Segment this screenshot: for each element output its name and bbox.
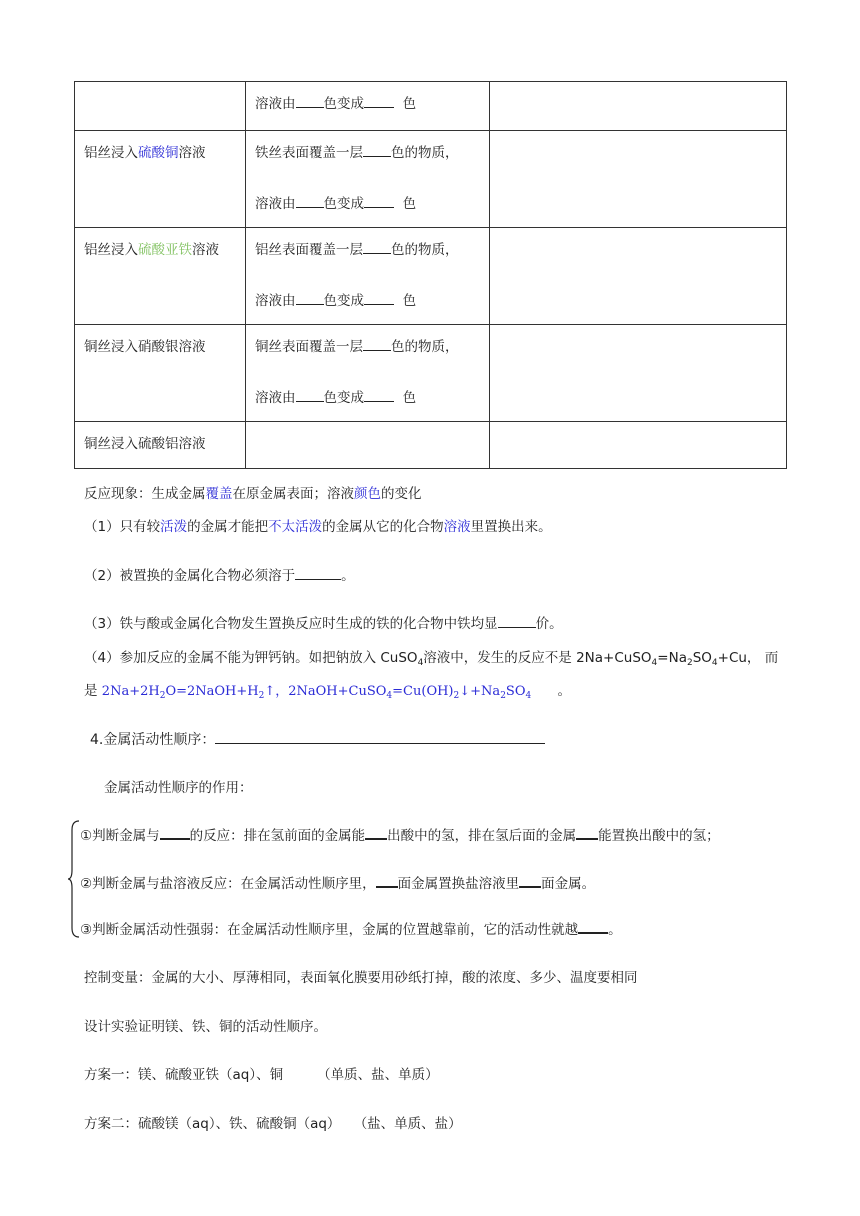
activity-heading bbox=[90, 729, 545, 749]
obs-text: 溶液由 bbox=[255, 96, 296, 112]
formula-text: O=2NaOH+H bbox=[165, 684, 259, 699]
text: 是 bbox=[84, 683, 98, 699]
table-cell-equation bbox=[490, 325, 787, 422]
observation-line bbox=[255, 141, 489, 161]
text: 设计实验证明镁、铁、铜的活动性顺序。 bbox=[84, 1019, 327, 1035]
subscript: 2 bbox=[159, 691, 166, 701]
table-row bbox=[75, 131, 787, 228]
obs-text: 溶液由 bbox=[255, 293, 296, 309]
observation-line bbox=[255, 386, 489, 406]
table-cell-label bbox=[75, 422, 246, 469]
activity-role-2 bbox=[80, 872, 595, 892]
label-highlight: 硫酸亚铁 bbox=[138, 242, 192, 258]
observation-line bbox=[255, 92, 489, 112]
heading-text: 4.金属活动性顺序： bbox=[90, 732, 216, 748]
obs-text: 溶液由 bbox=[255, 390, 296, 406]
table-cell-observation bbox=[246, 228, 490, 325]
obs-text: 色变成 bbox=[323, 293, 364, 309]
table-cell-equation bbox=[490, 422, 787, 469]
text: +Cu， 而 bbox=[717, 650, 779, 666]
obs-text: 色 bbox=[402, 390, 417, 406]
table-cell-equation bbox=[490, 82, 787, 131]
formula-text: +Na bbox=[470, 684, 501, 699]
obs-text: 色的物质， bbox=[391, 339, 459, 355]
text: 出酸中的氢，排在氢后面的金属 bbox=[387, 828, 577, 844]
text: 反应现象：生成金属 bbox=[84, 486, 206, 502]
correct-reaction-formula bbox=[102, 684, 531, 699]
subscript: 2 bbox=[686, 658, 693, 668]
subscript: 4 bbox=[386, 691, 393, 701]
control-variables bbox=[84, 966, 638, 986]
text: （3）铁与酸或金属化合物发生置换反应时生成的铁的化合物中铁均显 bbox=[84, 616, 498, 632]
text: （1）只有较 bbox=[84, 519, 161, 535]
blank bbox=[364, 291, 394, 305]
text: 溶液中，发生的反应不是 2Na+CuSO bbox=[423, 650, 652, 666]
rule-4-line2 bbox=[84, 679, 571, 701]
blank bbox=[576, 825, 598, 840]
obs-text: 色变成 bbox=[323, 196, 364, 212]
text: 的变化 bbox=[381, 486, 422, 502]
obs-text: 铁丝表面覆盖一层 bbox=[255, 145, 363, 161]
text: 能置换出酸中的氢； bbox=[598, 828, 720, 844]
plan-1 bbox=[84, 1063, 439, 1083]
obs-text: 色 bbox=[402, 96, 417, 112]
blank bbox=[364, 194, 394, 208]
obs-text: 色变成 bbox=[323, 96, 364, 112]
obs-text: 溶液由 bbox=[255, 196, 296, 212]
blank bbox=[363, 143, 391, 157]
observation-line bbox=[255, 192, 489, 212]
arrow-up-icon: ↑ bbox=[264, 684, 276, 699]
text: （盐、单质、盐） bbox=[360, 1116, 462, 1132]
label-text: 铜丝浸入硫酸铝溶液 bbox=[84, 436, 206, 452]
highlight: 溶液 bbox=[443, 519, 471, 535]
label-text: 铝丝浸入 bbox=[84, 145, 138, 161]
text: 方案一：镁、硫酸亚铁（aq）、铜 bbox=[84, 1067, 284, 1083]
plan-2 bbox=[84, 1112, 462, 1132]
text: SO bbox=[692, 650, 712, 666]
reaction-intro bbox=[84, 482, 422, 502]
blank bbox=[498, 614, 536, 628]
rule-3 bbox=[84, 612, 563, 632]
label-text: 铜丝浸入硝酸银溶液 bbox=[84, 339, 206, 355]
observation-line bbox=[255, 238, 489, 258]
subscript: 4 bbox=[417, 658, 424, 668]
subscript: 4 bbox=[525, 691, 532, 701]
blank bbox=[363, 337, 391, 351]
blank bbox=[296, 194, 324, 208]
blank bbox=[376, 873, 398, 888]
label-text: 铝丝浸入 bbox=[84, 242, 138, 258]
subscript: 2 bbox=[258, 691, 265, 701]
text: （单质、盐、单质） bbox=[317, 1067, 439, 1083]
arrow-down-icon: ↓ bbox=[459, 684, 471, 699]
text: 。 bbox=[341, 568, 355, 584]
observation-line bbox=[255, 335, 489, 355]
activity-role-3 bbox=[80, 918, 622, 938]
formula-text: 2Na+2H bbox=[101, 684, 160, 699]
subscript: 2 bbox=[500, 691, 506, 701]
highlight: 覆盖 bbox=[205, 486, 233, 502]
rule-4-line1 bbox=[84, 646, 778, 668]
rule-2 bbox=[84, 564, 355, 584]
table-cell-label bbox=[75, 131, 246, 228]
subscript: 4 bbox=[711, 658, 718, 668]
blank bbox=[519, 873, 541, 888]
text: 的金属才能把 bbox=[187, 519, 269, 535]
text: 在原金属表面；溶液 bbox=[232, 486, 354, 502]
text: 。 bbox=[608, 922, 622, 938]
subscript: 4 bbox=[651, 658, 658, 668]
text: 的反应：排在氢前面的金属能 bbox=[189, 828, 366, 844]
blank bbox=[364, 94, 394, 108]
subscript: 2 bbox=[453, 691, 460, 701]
blank bbox=[296, 388, 324, 402]
obs-text: 色的物质， bbox=[391, 242, 459, 258]
highlight: 活泼 bbox=[160, 519, 188, 535]
blank bbox=[365, 825, 387, 840]
table-cell-observation bbox=[246, 82, 490, 131]
rule-1 bbox=[84, 515, 552, 535]
text: 里置换出来。 bbox=[470, 519, 552, 535]
text: ①判断金属与 bbox=[80, 828, 160, 844]
table-cell-observation bbox=[246, 325, 490, 422]
text: 控制变量：金属的大小、厚薄相同，表面氧化膜要用砂纸打掉，酸的浓度、多少、温度要相同 bbox=[84, 970, 638, 986]
text: （4）参加反应的金属不能为钾钙钠。如把钠放入 CuSO bbox=[84, 650, 418, 666]
text: 。 bbox=[557, 683, 572, 699]
text: 的金属从它的化合物 bbox=[322, 519, 444, 535]
label-text: 溶液 bbox=[192, 242, 219, 258]
activity-role-title bbox=[104, 776, 253, 796]
text: ③判断金属活动性强弱：在金属活动性顺序里，金属的位置越靠前，它的活动性就越 bbox=[80, 922, 579, 938]
experiment-table bbox=[74, 81, 787, 469]
text: 面金属置换盐溶液里 bbox=[397, 876, 520, 892]
table-cell-observation bbox=[246, 131, 490, 228]
blank bbox=[215, 730, 545, 744]
text: ②判断金属与盐溶液反应：在金属活动性顺序里， bbox=[80, 876, 376, 892]
blank bbox=[295, 566, 341, 580]
text: 金属活动性顺序的作用： bbox=[104, 780, 253, 796]
obs-text: 色 bbox=[402, 196, 417, 212]
blank bbox=[296, 291, 324, 305]
table-cell-label bbox=[75, 228, 246, 325]
formula-text: SO bbox=[505, 684, 526, 699]
obs-text: 色的物质， bbox=[391, 145, 459, 161]
formula-text: =Cu(OH) bbox=[392, 684, 454, 699]
text: 面金属。 bbox=[541, 876, 596, 892]
formula-text: ，2NaOH+CuSO bbox=[275, 684, 387, 699]
obs-text: 铝丝表面覆盖一层 bbox=[255, 242, 363, 258]
activity-role-1 bbox=[80, 824, 720, 844]
obs-text: 色变成 bbox=[323, 390, 364, 406]
table-row bbox=[75, 422, 787, 469]
blank bbox=[364, 388, 394, 402]
table-cell-equation bbox=[490, 228, 787, 325]
table-cell-observation bbox=[246, 422, 490, 469]
highlight: 不太活泼 bbox=[268, 519, 323, 535]
blank bbox=[363, 240, 391, 254]
table-row bbox=[75, 82, 787, 131]
text: 方案二：硫酸镁（aq）、铁、硫酸铜（aq） bbox=[84, 1116, 341, 1132]
highlight: 颜色 bbox=[354, 486, 381, 502]
label-highlight: 硫酸铜 bbox=[138, 145, 179, 161]
text: =Na bbox=[657, 650, 687, 666]
text: 价。 bbox=[535, 616, 563, 632]
curly-brace-icon bbox=[68, 820, 80, 938]
table-row bbox=[75, 228, 787, 325]
blank bbox=[578, 919, 608, 934]
blank bbox=[160, 825, 190, 840]
table-row bbox=[75, 325, 787, 422]
obs-text: 色 bbox=[402, 293, 417, 309]
table-cell-label bbox=[75, 82, 246, 131]
obs-text: 铜丝表面覆盖一层 bbox=[255, 339, 363, 355]
design-prompt bbox=[84, 1015, 327, 1035]
label-text: 溶液 bbox=[178, 145, 206, 161]
table-cell-equation bbox=[490, 131, 787, 228]
table-cell-label bbox=[75, 325, 246, 422]
blank bbox=[296, 94, 324, 108]
text: （2）被置换的金属化合物必须溶于 bbox=[84, 568, 296, 584]
observation-line bbox=[255, 289, 489, 309]
